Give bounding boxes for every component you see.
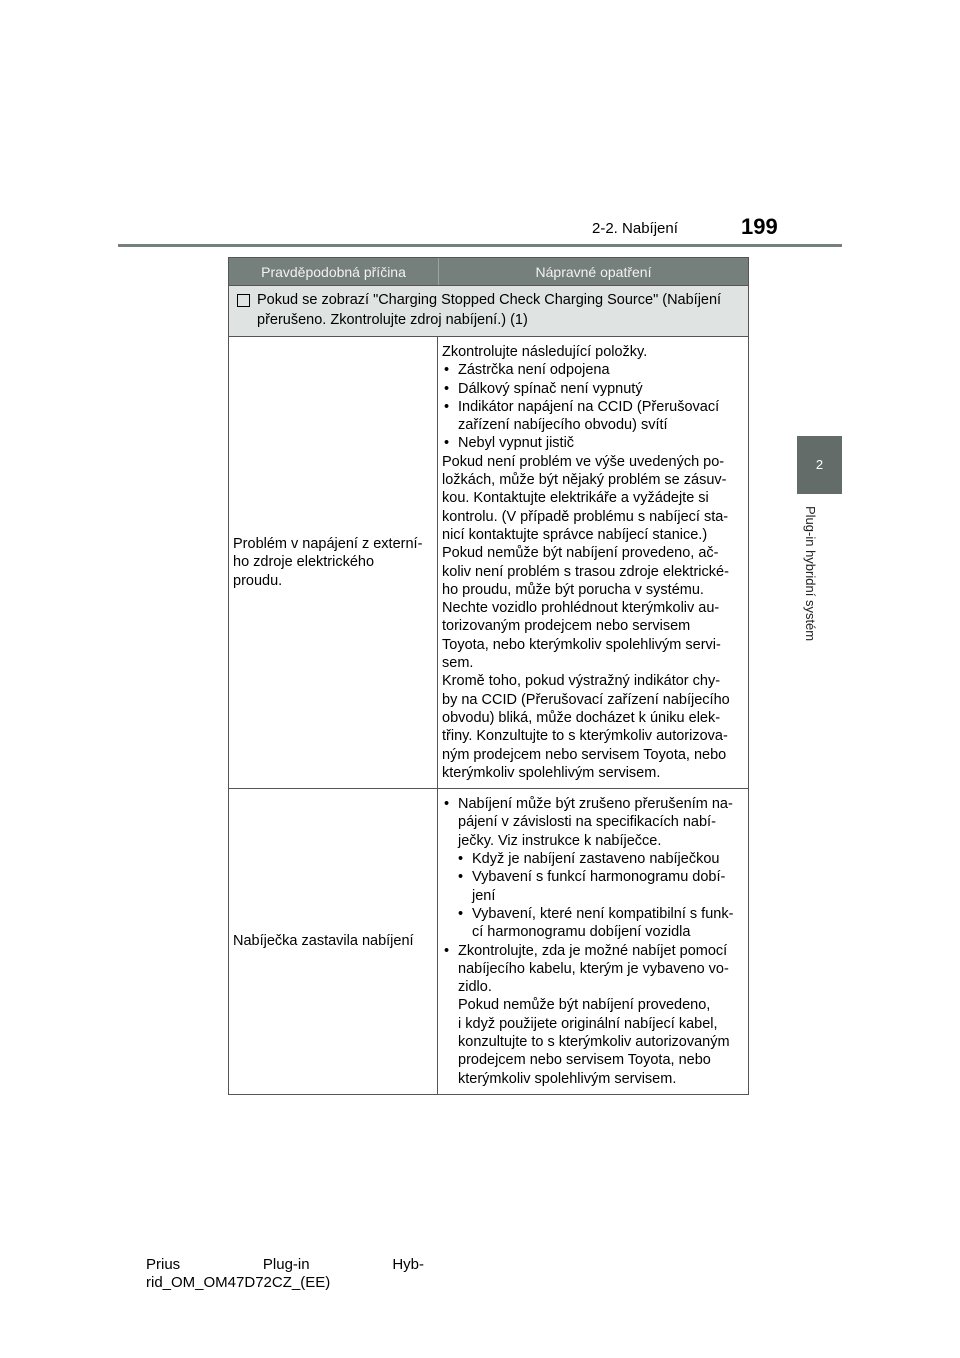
- text-line: by na CCID (Přerušovací zařízení nabíjecího: [442, 691, 730, 708]
- bullet-dot-icon: •: [444, 362, 450, 379]
- cause-cell: [229, 789, 438, 1094]
- bullet-dot-icon: •: [444, 398, 450, 415]
- text-line: ložkách, může být nějaký problém se zásuv-: [442, 472, 727, 489]
- bullet-continuation: zařízení nabíjecího obvodu) svítí: [458, 417, 668, 434]
- footer-part: Plug-in: [262, 1256, 310, 1273]
- cause-line: Problém v napájení z externí-: [233, 536, 423, 553]
- chapter-tab: 2: [797, 436, 842, 494]
- bullet-item: • Zkontrolujte, zda je možné nabíjet pomocí: [444, 942, 728, 959]
- sub-bullet-item: • Když je nabíjení zastaveno nabíječkou: [458, 851, 720, 868]
- text-line: Nechte vozidlo prohlédnout kterýmkoliv au-: [442, 600, 720, 617]
- table-row: [229, 788, 748, 1094]
- cause-line: ho zdroje elektrického: [233, 554, 375, 571]
- bullet-dot-icon: •: [444, 435, 450, 452]
- bullet-continuation: pájení v závislosti na specifikacích nabí-: [458, 814, 716, 831]
- text-line: obvodu) bliká, může docházet k úniku elek-: [442, 709, 721, 726]
- action-cell: [438, 789, 748, 1094]
- bullet-continuation: Pokud nemůže být nabíjení provedeno,: [458, 997, 711, 1014]
- bullet-item: • Nabíjení může být zrušeno přerušením na-: [444, 796, 733, 813]
- sub-bullet-item: • Vybavení s funkcí harmonogramu dobí-: [458, 869, 726, 886]
- section-title: 2-2. Nabíjení: [592, 220, 678, 237]
- bullet-dot-icon: •: [458, 905, 464, 922]
- bullet-continuation: i když použijete originální nabíjecí kabel,: [458, 1015, 718, 1032]
- text-line: Pokud nemůže být nabíjení provedeno, ač-: [442, 545, 719, 562]
- text-line: koliv není problém s trasou zdroje elektrické-: [442, 563, 729, 580]
- bullet-dot-icon: •: [458, 869, 464, 886]
- bullet-continuation: ječky. Viz instrukce k nabíječce.: [458, 832, 662, 849]
- header-cause: Pravděpodobná příčina: [229, 258, 439, 285]
- footer-line-1: [146, 1256, 424, 1274]
- group-title-line: Pokud se zobrazí "Charging Stopped Check Charging Source" (Nabíjení: [257, 292, 722, 308]
- table-row: [229, 336, 748, 788]
- text-line: kou. Kontaktujte elektrikáře a vyžádejte si: [442, 490, 709, 507]
- page-number: 199: [741, 214, 778, 239]
- footer: [146, 1256, 424, 1292]
- action-text: [442, 453, 744, 782]
- action-cell: [438, 337, 748, 788]
- table-header-row: [229, 258, 748, 285]
- text-line: ným prodejcem nebo servisem Toyota, nebo: [442, 746, 727, 763]
- troubleshooting-table: [228, 257, 749, 1095]
- bullet-continuation: nabíjecího kabelu, kterým je vybaveno vo-: [458, 960, 729, 977]
- cause-line: Nabíječka zastavila nabíjení: [233, 933, 414, 950]
- header-rule: [118, 244, 842, 247]
- bullet-item: • Indikátor napájení na CCID (Přerušovací: [444, 398, 720, 415]
- action-intro: Zkontrolujte následující položky.: [442, 344, 648, 360]
- text-line: třiny. Konzultujte to s kterýmkoliv autorizova-: [442, 728, 728, 745]
- bullet-dot-icon: •: [444, 380, 450, 397]
- bullet-continuation: zidlo.: [458, 979, 492, 996]
- footer-part: Hyb-: [392, 1256, 424, 1273]
- bullet-dot-icon: •: [444, 942, 450, 959]
- bullet-item: • Dálkový spínač není vypnutý: [444, 380, 643, 397]
- chapter-tab-label: Plug-in hybridní systém: [803, 506, 818, 642]
- bullet-continuation: prodejcem nebo servisem Toyota, nebo: [458, 1052, 711, 1069]
- text-line: Kromě toho, pokud výstražný indikátor chy-: [442, 673, 721, 690]
- text-line: ho proudu, může být porucha v systému.: [442, 581, 704, 598]
- text-line: Toyota, nebo kterýmkoliv spolehlivým servi-: [442, 636, 721, 653]
- group-title-line: přerušeno. Zkontrolujte zdroj nabíjení.) (1): [257, 312, 528, 328]
- group-title: [257, 290, 721, 330]
- bullet-dot-icon: •: [444, 796, 450, 813]
- bullet-item: • Zástrčka není odpojena: [444, 362, 610, 379]
- sub-bullet-item: • Vybavení, které není kompatibilní s funk-: [458, 905, 734, 922]
- text-line: nicí kontaktujte správce nabíjecí stanice.): [442, 526, 708, 543]
- bullet-continuation: jení: [472, 887, 496, 904]
- text-line: torizovaným prodejcem nebo servisem: [442, 618, 691, 635]
- text-line: kterýmkoliv spolehlivým servisem.: [442, 764, 661, 781]
- bullet-item: • Nebyl vypnut jistič: [444, 435, 575, 452]
- cause-cell: [229, 337, 438, 788]
- bullet-dot-icon: •: [458, 851, 464, 868]
- text-line: kontrolu. (V případě problému s nabíjecí sta-: [442, 508, 729, 525]
- text-line: Pokud není problém ve výše uvedených po-: [442, 453, 725, 470]
- group-title-row: [229, 285, 748, 336]
- bullet-continuation: konzultujte to s kterýmkoliv autorizovaným: [458, 1033, 730, 1050]
- bullet-continuation: kterýmkoliv spolehlivým servisem.: [458, 1070, 677, 1087]
- footer-line-2: rid_OM_OM47D72CZ_(EE): [146, 1274, 331, 1291]
- footer-part: Prius: [146, 1256, 181, 1273]
- checkbox-square-icon: [237, 294, 250, 307]
- header-action: Nápravné opatření: [535, 263, 652, 280]
- cause-line: proudu.: [233, 572, 283, 589]
- bullet-continuation: cí harmonogramu dobíjení vozidla: [472, 924, 691, 941]
- text-line: sem.: [442, 655, 474, 672]
